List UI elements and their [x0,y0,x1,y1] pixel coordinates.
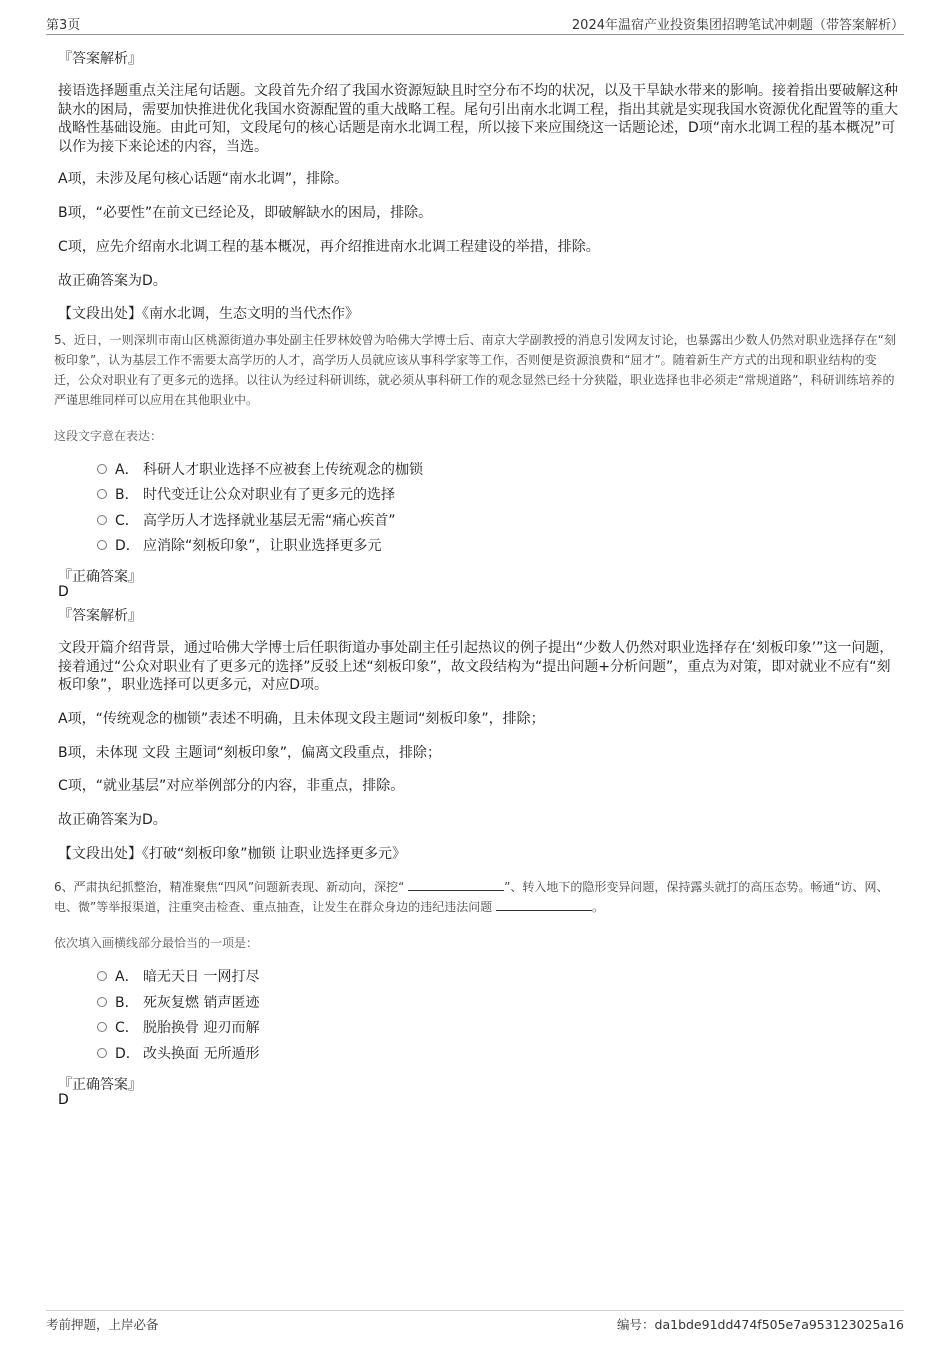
analysis-option-b: B项，未体现 文段 主题词“刻板印象”，偏离文段重点，排除； [58,745,442,761]
document-title: 2024年温宿产业投资集团招聘笔试冲刺题（带答案解析） [571,18,904,33]
correct-answer: D [58,584,69,600]
analysis-option-a: A项，未涉及尾句核心话题“南水北调”，排除。 [58,171,349,187]
source-citation: 【文段出处】《南水北调，生态文明的当代杰作》 [58,306,359,322]
analysis-option-a: A项，“传统观念的枷锁”表述不明确，且未体现文段主题词“刻板印象”，排除； [58,711,545,727]
radio-icon[interactable] [97,540,107,550]
analysis-label: 『答案解析』 [58,51,142,67]
analysis-label: 『答案解析』 [58,608,142,624]
blank-line [408,878,504,891]
radio-icon[interactable] [97,1022,107,1032]
footer-slogan: 考前押题，上岸必备 [46,1317,159,1332]
question-6-text: 6、严肃执纪抓整治，精准聚焦“四风”问题新表现、新动向，深挖“ ”、转入地下的隐形变异问题，保持露头就打的高压态势。畅通“访、网、电、微”等举报渠道，注重突击检查、重点抽查，让发生在群众身边的违纪违法问题 。 [54,880,889,914]
radio-icon[interactable] [97,997,107,1007]
question-5-option-d[interactable]: D． 应消除“刻板印象”，让职业选择更多元 [97,536,382,556]
radio-icon[interactable] [97,489,107,499]
analysis-paragraph: 接语选择题重点关注尾句话题。文段首先介绍了我国水资源短缺且时空分布不均的状况，以及干旱缺水带来的影响。接着指出要破解这种缺水的困局，需要加快推进优化我国水资源配置的重大战略工程。尾句引出南水北调工程，指出其就是实现我国水资源优化配置等的重大战略性基础设施。由此可知，文段尾句的核心话题是南水北调工程，所以接下来应围绕这一话题论述，D项“南水北调工程的基本概况”可以作为接下来论述的内容，当选。 [58,83,898,155]
analysis-option-b: B项，“必要性”在前文已经论及，即破解缺水的困局，排除。 [58,205,433,221]
question-5-text: 5、近日，一则深圳市南山区桃源街道办事处副主任罗林姣曾为哈佛大学博士后、南京大学副教授的消息引发网友讨论，也暴露出少数人仍然对职业选择存在“刻板印象”，认为基层工作不需要太高学历的人才，高学历人员就应该从事科学家等工作，否则便是资源浪费和“屈才”。随着新生产方式的出现和职业结构的变迁，公众对职业有了更多元的选择。以往认为经过科研训练，就必须从事科研工作的观念显然已经十分狭隘，职业选择也非必须走“常规道路”，科研训练培养的严谨思维同样可以应用在其他职业中。 [54,333,896,407]
question-6-option-a[interactable]: A． 暗无天日 一网打尽 [97,967,259,987]
question-6-option-d[interactable]: D． 改头换面 无所遁形 [97,1044,259,1064]
correct-answer-label: 『正确答案』 [58,569,142,585]
analysis-conclusion: 故正确答案为D。 [58,273,167,289]
correct-answer: D [58,1092,69,1108]
analysis-option-c: C项，“就业基层”对应举例部分的内容，非重点，排除。 [58,778,405,794]
page-number: 第3页 [46,18,81,33]
radio-icon[interactable] [97,1048,107,1058]
analysis-conclusion: 故正确答案为D。 [58,812,167,828]
question-5-option-c[interactable]: C． 高学历人才选择就业基层无需“痛心疾首” [97,511,396,531]
document-id: 编号：da1bde91dd474f505e7a953123025a16 [617,1317,904,1332]
analysis-option-c: C项，应先介绍南水北调工程的基本概况，再介绍推进南水北调工程建设的举措，排除。 [58,239,600,255]
question-5-option-a[interactable]: A． 科研人才职业选择不应被套上传统观念的枷锁 [97,460,423,480]
radio-icon[interactable] [97,515,107,525]
radio-icon[interactable] [97,971,107,981]
analysis-paragraph: 文段开篇介绍背景，通过哈佛大学博士后任职街道办事处副主任引起热议的例子提出“少数人仍然对职业选择存在‘刻板印象’”这一问题，接着通过“公众对职业有了更多元的选择”反驳上述“刻板印象”，故文段结构为“提出问题+分析问题”，重点为对策，即对就业不应有“刻板印象”，职业选择可以更多元，对应D项。 [58,640,894,693]
correct-answer-label: 『正确答案』 [58,1077,142,1093]
question-5-option-b[interactable]: B． 时代变迁让公众对职业有了更多元的选择 [97,485,395,505]
question-6-prompt: 依次填入画横线部分最恰当的一项是： [54,936,259,950]
question-6-option-b[interactable]: B． 死灰复燃 销声匿迹 [97,993,259,1013]
page-header [46,12,904,35]
question-5-prompt: 这段文字意在表达： [54,429,163,443]
source-citation: 【文段出处】《打破“刻板印象”枷锁 让职业选择更多元》 [58,846,406,862]
question-6-option-c[interactable]: C． 脱胎换骨 迎刃而解 [97,1018,259,1038]
radio-icon[interactable] [97,464,107,474]
blank-line [496,898,592,911]
page-footer [46,1310,904,1333]
